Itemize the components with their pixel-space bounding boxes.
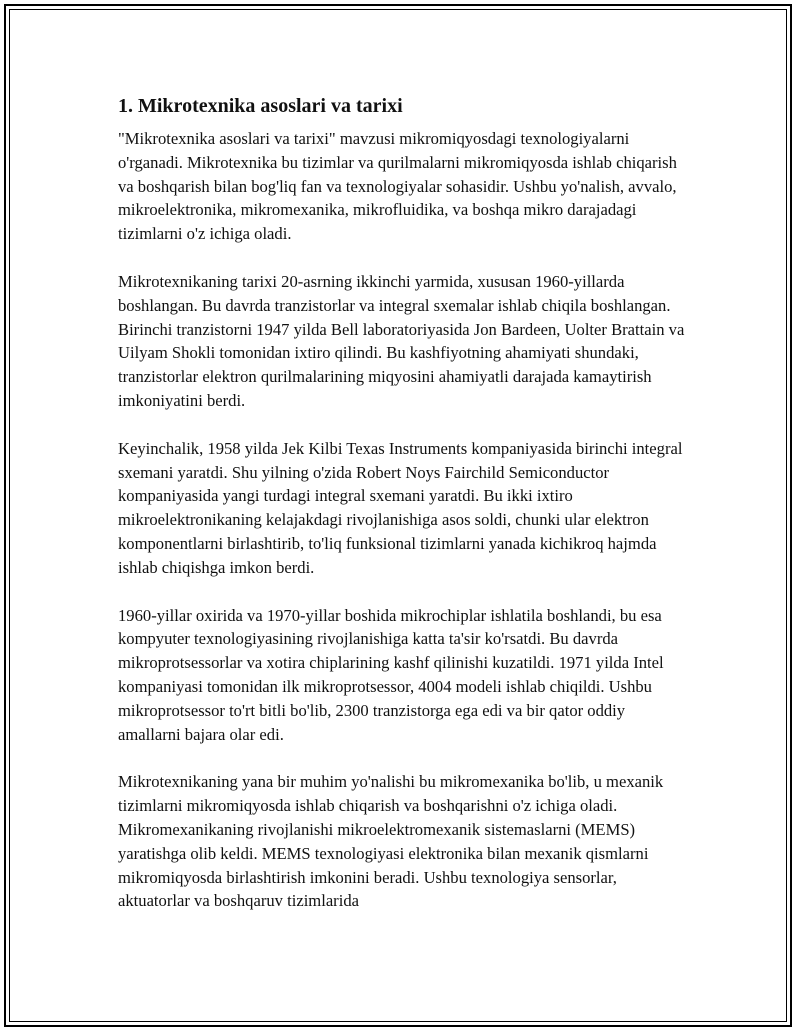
paragraph-micromechanics: Mikrotexnikaning yana bir muhim yo'nalishi bu mikromexanika bo'lib, u mexanik tizimlarni mikromiqyosda ishlab chiqarish va boshqarishni o'z ichiga oladi. Mikromexanikaning rivojlanishi mikroelektromexanik sistemaslarni (MEMS) yaratishga olib keldi. MEMS texnologiyasi elektronika bilan mexanik qismlarni mikromiqyosda birlashtirish imkonini beradi. Ushbu texnologiya sensorlar, aktuatorlar va boshqaruv tizimlarida (118, 772, 664, 911)
paragraph-microchips: 1960-yillar oxirida va 1970-yillar boshida mikrochiplar ishlatila boshlandi, bu esa kompyuter texnologiyasining rivojlanishiga katta ta'sir ko'rsatdi. Bu davrda mikroprotsessorlar va xotira chiplarining kashf qilinishi kuzatildi. 1971 yilda Intel kompaniyasi tomonidan ilk mikroprotsessor, 4004 modeli ishlab chiqildi. Ushbu mikroprotsessor to'rt bitli bo'lib, 2300 tranzistorga ega edi va bir qator oddiy amallarni bajara olar edi. (118, 605, 664, 744)
paragraph-intro: "Mikrotexnika asoslari va tarixi" mavzusi mikromiqyosdagi texnologiyalarni o'rganadi. Mikrotexnika bu tizimlar va qurilmalarni mikromiqyosda ishlab chiqarish va boshqarish bilan bog'liq fan va texnologiyalar sohasidir. Ushbu yo'nalish, avvalo, mikroelektronika, mikromexanika, mikrofluidika, va boshqa mikro darajadagi tizimlarni o'z ichiga oladi. (118, 129, 677, 244)
section-heading: 1. Mikrotexnika asoslari va tarixi (118, 95, 403, 117)
paragraph-history: Mikrotexnikaning tarixi 20-asrning ikkinchi yarmida, xususan 1960-yillarda boshlangan. Bu davrda tranzistorlar va integral sxemalar ishlab chiqila boshlangan. Birinchi tranzistorni 1947 yilda Bell laboratoriyasida Jon Bardeen, Uolter Brattain va Uilyam Shokli tomonidan ixtiro qilindi. Bu kashfiyotning ahamiyati shundaki, tranzistorlar elektron qurilmalarining miqyosini ahamiyatli darajada kamaytirish imkoniyatini berdi. (118, 271, 685, 410)
document-body (118, 93, 688, 937)
paragraph-integral-circuits: Keyinchalik, 1958 yilda Jek Kilbi Texas Instruments kompaniyasida birinchi integral sxemani yaratdi. Shu yilning o'zida Robert Noys Fairchild Semiconductor kompaniyasida yangi turdagi integral sxemani yaratdi. Bu ikki ixtiro mikroelektronikaning kelajakdagi rivojlanishiga asos soldi, chunki ular elektron komponentlarni birlashtirib, to'liq funksional tizimlarni yanada kichikroq hajmda ishlab chiqishga imkon berdi. (118, 438, 683, 577)
